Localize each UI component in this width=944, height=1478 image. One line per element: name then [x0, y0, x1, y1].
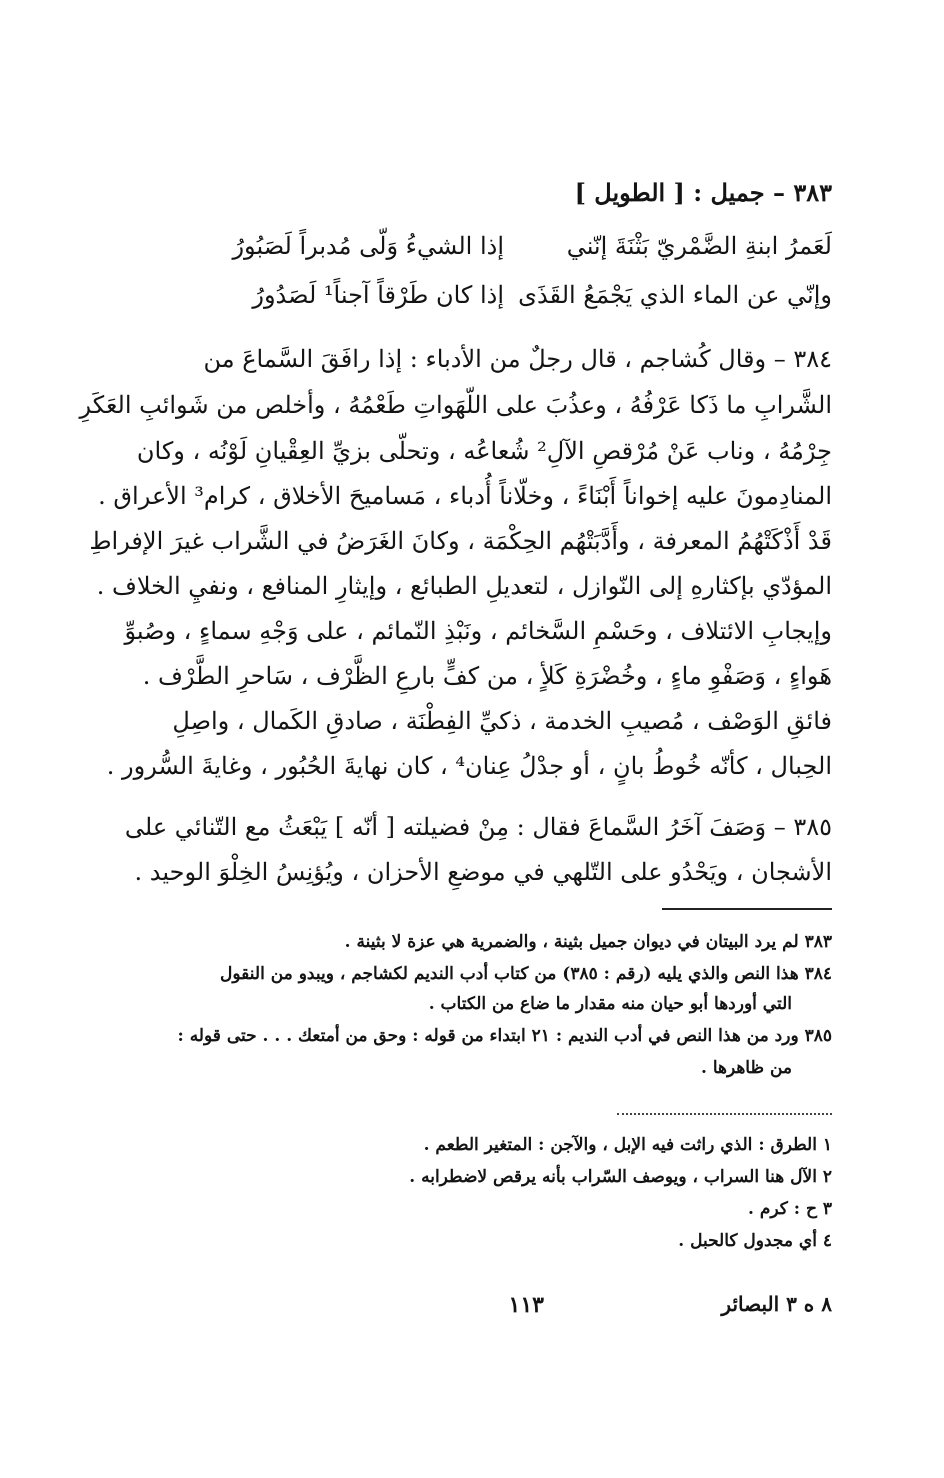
verse-1-second-hemistich: إذا الشيءُ وَلّى مُدبراً لَصَبُورُ — [232, 232, 504, 260]
source-note: ٣٨٤ هذا النص والذي يليه (رقم : ٣٨٥) من كتاب أدب النديم لكشاجم ، ويبدو من النقول — [220, 964, 832, 984]
entry-384-line: ٣٨٤ – وقال كُشاجم ، قال رجلٌ من الأدباء : إذا رافَقَ السَّماعَ من — [203, 345, 832, 373]
entry-383-header: ٣٨٣ – جميل : [ الطويل ] — [574, 178, 832, 207]
source-note: ٣٨٣ لم يرد البيتان في ديوان جميل بثينة ، والضمرية هي عزة لا بثينة . — [344, 932, 832, 952]
entry-384-line: المنادِمونَ عليه إخواناً أَبْنَاءً ، وخلّاناً أُدباء ، مَساميحَ الأخلاق ، كرام³ الأعراق . — [98, 482, 832, 510]
source-note-continuation: من ظاهرها . — [700, 1058, 792, 1078]
entry-384-line: وإيجابِ الائتلاف ، وحَسْمِ السَّخائم ، ونَبْذِ النّمائم ، على وَجْهِ سماءٍ ، وصُبوِّ — [124, 617, 832, 645]
entry-384-line: الشَّرابِ ما ذَكا عَرْفُهُ ، وعذُبَ على اللّهَواتِ طَعْمُهُ ، وأخلص من شَوائبِ العَكَرِ — [79, 391, 832, 419]
footnote: ٢ الآل هنا السراب ، ويوصف السّراب بأنه يرقص لاضطرابه . — [409, 1167, 832, 1187]
entry-385-line: ٣٨٥ – وَصَفَ آخَرُ السَّماعَ فقال : مِنْ فضيلته [ أنّه ] يَبْعَثُ مع التّنائي على — [124, 813, 832, 841]
verse-2-second-hemistich: إذا كان طَرْقاً آجناً¹ لَصَدُورُ — [252, 281, 504, 309]
footnote: ١ الطرق : الذي راثت فيه الإبل ، والآجن : المتغير الطعم . — [423, 1135, 832, 1155]
verse-1-first-hemistich: لَعَمرُ ابنةِ الضَّمْريّ بَثْنَةَ إنّني — [566, 232, 832, 260]
entry-384-line: هَواءٍ ، وَصَفْوِ ماءٍ ، وخُضْرَةِ كَلأٍ ، من كفٍّ بارعِ الظَّرْف ، سَاحرِ الطَّرْف . — [142, 662, 832, 690]
entry-384-line: الحِبال ، كأنّه خُوطُ بانٍ ، أو جدْلُ عِنان⁴ ، كان نهايةَ الحُبُور ، وغايةَ السُّرور . — [106, 752, 832, 780]
source-note: ٣٨٥ ورد من هذا النص في أدب النديم : ٢١ ابتداء من قوله : وحق من أمتعك . . . حتى قوله : — [177, 1026, 832, 1046]
entry-384-line: جِرْمُهُ ، وناب عَنْ مُرْقصِ الآلِ² شُعاعُه ، وتحلّى بزيِّ العِقْيانِ لَوْنُه ، وكان — [136, 437, 832, 465]
entry-384-line: فائقِ الوَصْف ، مُصيبِ الخدمة ، ذكيِّ الفِطْنَة ، صادقِ الكَمال ، واصِلِ — [172, 707, 832, 735]
entry-384-line: المؤدّي بإكثارهِ إلى النّوازل ، لتعديلِ الطبائع ، وإيثارِ المنافع ، ونفيِ الخلاف . — [96, 572, 832, 600]
footnotes-dotted-separator — [617, 1113, 832, 1115]
footnote: ٤ أي مجدول كالحبل . — [678, 1231, 832, 1251]
printer-signature: ٨ ه ٣ البصائر — [721, 1292, 832, 1316]
entry-385-line: الأشجان ، ويَحْدُو على التّلهي في موضعِ الأحزان ، ويُؤنِسُ الخِلْوَ الوحيد . — [134, 858, 832, 886]
page-number: ١١٣ — [508, 1292, 544, 1318]
verse-2-first-hemistich: وإنّي عن الماء الذي يَجْمَعُ القَذَى — [518, 281, 832, 309]
source-note-continuation: التي أوردها أبو حيان منه مقدار ما ضاع من الكتاب . — [428, 994, 792, 1014]
notes-separator-rule — [662, 908, 832, 910]
entry-384-line: قَدْ أَذْكَتْهُمُ المعرفة ، وأَدَّبَتْهُم الحِكْمَة ، وكانَ الغَرَضُ في الشَّراب غيرَ الإفراطِ — [89, 527, 832, 555]
footnote: ٣ ح : كرم . — [748, 1199, 832, 1219]
